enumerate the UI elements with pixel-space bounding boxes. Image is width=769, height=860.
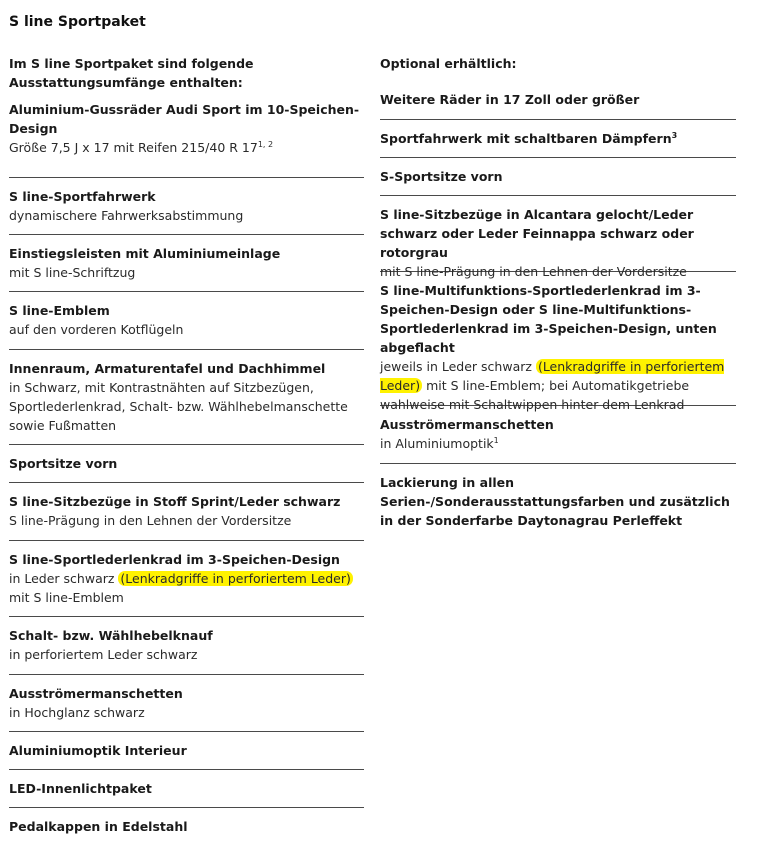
item-text: auf den vorderen Kotflügeln	[9, 322, 184, 337]
item-text: in Leder schwarz (Lenkradgriffe in perforiertem Leder)	[9, 571, 351, 586]
intro-text: Im S line Sportpaket sind folgende Ausstattungsumfänge enthalten:	[9, 56, 254, 90]
item-text: mit S line-Emblem	[9, 590, 124, 605]
item-text: S line-Prägung in den Lehnen der Vordersitze	[9, 513, 292, 528]
item-heading: Lackierung in allen Serien-/Sonderausstattungsfarben und zusätzlich in der Sonderfarbe Daytonagrau Perleffekt	[380, 475, 730, 528]
item-text: dynamischere Fahrwerksabstimmung	[9, 208, 244, 223]
item-heading: Ausströmermanschetten	[380, 417, 554, 432]
item-heading: Einstiegsleisten mit Aluminiumeinlage	[9, 246, 281, 261]
included-equipment-column	[9, 54, 364, 846]
item-text: in Hochglanz schwarz	[9, 705, 145, 720]
item-heading: Ausströmermanschetten	[9, 686, 183, 701]
item-text: mit S line-Schriftzug	[9, 265, 136, 280]
footnote-ref: 1, 2	[257, 139, 274, 149]
list-item	[380, 158, 736, 196]
item-heading: LED-Innenlichtpaket	[9, 781, 152, 796]
item-text: in Aluminiumoptik$^1$	[380, 435, 499, 451]
item-heading: S line-Sportfahrwerk	[9, 189, 156, 204]
intro-block	[380, 54, 736, 81]
list-item	[380, 196, 736, 279]
highlighted-text: (Lenkradgriffe in perforiertem Leder)	[120, 571, 351, 586]
item-heading: Schalt- bzw. Wählhebelknauf	[9, 628, 213, 643]
footnote-ref: 1	[493, 435, 499, 445]
item-heading: Weitere Räder in 17 Zoll oder größer	[380, 92, 640, 107]
item-heading: S line-Multifunktions-Sportlederlenkrad im 3-Speichen-Design oder S line-Multifunktions-Sportlederlenkrad im 3-Speichen-Design, unten abgeflacht	[380, 283, 717, 355]
list-item	[9, 770, 364, 808]
highlighted-text: (Lenkradgriffe in perforiertem Leder)	[380, 359, 725, 393]
list-item	[380, 464, 736, 530]
item-heading: S line-Sitzbezüge in Alcantara gelocht/Leder schwarz oder Leder Feinnappa schwarz oder rotorgrau	[380, 207, 694, 260]
page-title: S line Sportpaket	[9, 14, 146, 30]
list-item	[9, 541, 364, 617]
list-item	[9, 292, 364, 350]
intro-block	[9, 54, 364, 100]
item-text: in Schwarz, mit Kontrastnähten auf Sitzbezügen, Sportlederlenkrad, Schalt- bzw. Wählhebelmanschette sowie Fußmatten	[9, 380, 348, 433]
optional-equipment-column	[380, 54, 736, 530]
item-heading: Aluminiumoptik Interieur	[9, 743, 187, 758]
list-item	[9, 100, 364, 178]
item-text: in perforiertem Leder schwarz	[9, 647, 198, 662]
item-text: jeweils in Leder schwarz (Lenkradgriffe in perforiertem Leder) mit S line-Emblem; bei Automatikgetriebe wahlweise mit Schaltwippen hinter dem Lenkrad	[380, 359, 725, 412]
item-heading: Innenraum, Armaturentafel und Dachhimmel	[9, 361, 326, 376]
list-item	[9, 675, 364, 732]
list-item	[380, 406, 736, 464]
list-item	[9, 350, 364, 445]
list-item	[380, 272, 736, 412]
list-item	[9, 445, 364, 483]
list-item	[9, 617, 364, 675]
list-item	[9, 732, 364, 770]
item-heading: S line-Sportlederlenkrad im 3-Speichen-Design	[9, 552, 340, 567]
item-heading: S line-Emblem	[9, 303, 110, 318]
list-item	[380, 120, 736, 158]
item-text: mit S line-Prägung in den Lehnen der Vordersitze	[380, 264, 687, 279]
list-item	[9, 483, 364, 541]
list-item	[9, 808, 364, 846]
item-heading: Pedalkappen in Edelstahl	[9, 819, 188, 834]
item-text: Größe 7,5 J x 17 mit Reifen 215/40 R 17$^{1, 2}$	[9, 139, 274, 155]
footnote-ref: 3	[671, 130, 678, 140]
item-heading: S-Sportsitze vorn	[380, 169, 503, 184]
item-heading: Aluminium-Gussräder Audi Sport im 10-Speichen-Design	[9, 102, 360, 136]
item-heading: S line-Sitzbezüge in Stoff Sprint/Leder schwarz	[9, 494, 341, 509]
list-item	[380, 81, 736, 120]
list-item	[9, 235, 364, 292]
intro-text: Optional erhältlich:	[380, 56, 517, 71]
item-heading: Sportsitze vorn	[9, 456, 118, 471]
item-heading: Sportfahrwerk mit schaltbaren Dämpfern$^3$	[380, 130, 678, 146]
list-item	[9, 178, 364, 235]
